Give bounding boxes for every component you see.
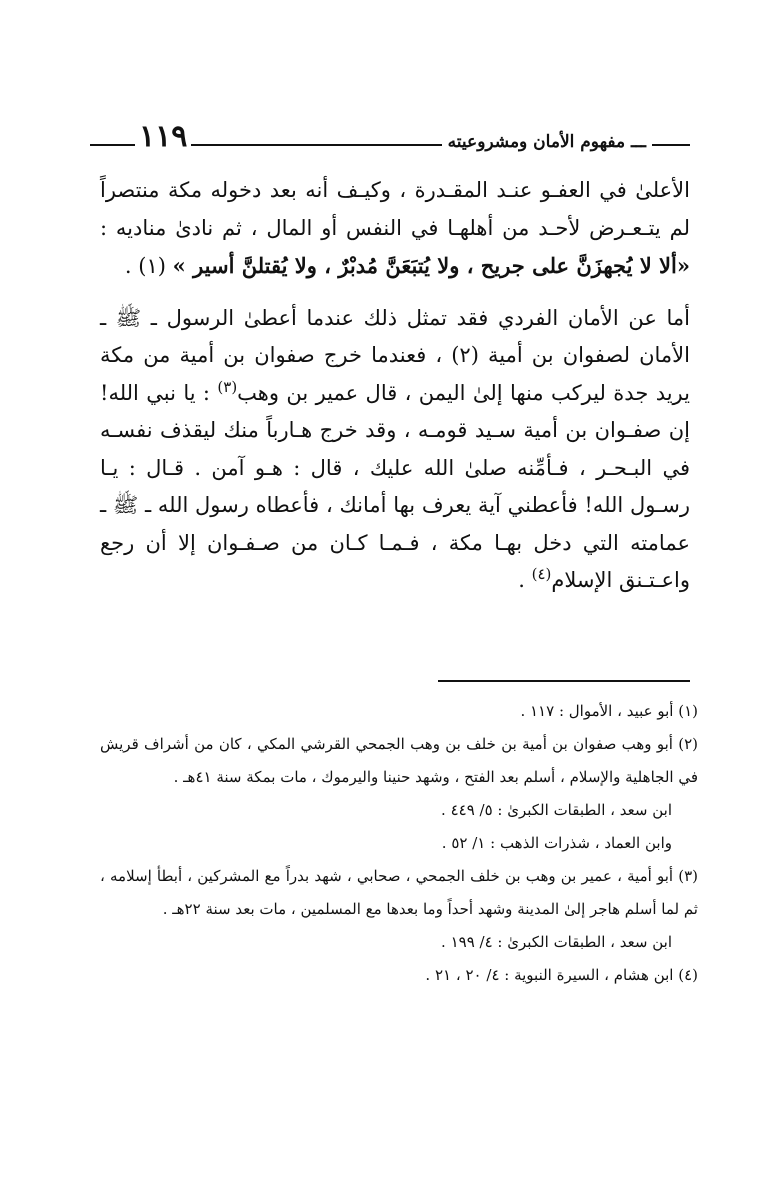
- p1-tail: .: [124, 254, 139, 278]
- footnote-3-source-1: ابن سعد ، الطبقات الكبرىٰ : ٤/ ١٩٩ .: [441, 933, 672, 951]
- footnote-ref-3: (٣): [217, 377, 238, 396]
- page-number: ١١٩: [139, 119, 188, 154]
- footnote-4: (٤) ابن هشام ، السيرة النبوية : ٤/ ٢٠ ، ٢١ .: [425, 966, 698, 984]
- paragraph-2: [100, 300, 690, 600]
- proclamation-quote: «ألا لا يُجهزَنَّ على جريح ، ولا يُتبَعَنَّ مُدبْرٌ ، ولا يُقتلنَّ أسير »: [172, 253, 690, 278]
- footnote-2-source-2: وابن العماد ، شذرات الذهب : ١/ ٥٢ .: [441, 834, 672, 852]
- header-rule-left: [90, 144, 135, 146]
- p2-tail: .: [518, 568, 532, 592]
- footnote-2-source-1: ابن سعد ، الطبقات الكبرىٰ : ٥/ ٤٤٩ .: [441, 801, 672, 819]
- footnote-separator: [438, 680, 690, 682]
- page-header: [90, 112, 690, 152]
- p1-line1: الأعلىٰ في العفـو عنـد المقـدرة ، وكيـف أنه بعد دخوله مكة منتصراً: [100, 178, 690, 202]
- paragraph-1: [100, 172, 690, 286]
- p2-sentence-1: أما عن الأمان الفردي فقد تمثل ذلك عندما أعطىٰ الرسول ـ ﷺ ـ الأمان لصفوان بن أمية: [100, 305, 690, 367]
- footnote-ref-1: (١): [138, 254, 166, 278]
- footnote-2: (٢) أبو وهب صفوان بن أمية بن خلف بن وهب الجمحي القرشي المكي ، كان من أشراف قريش في الجاهلية والإسلام ، أسلم بعد الفتح ، وشهد حنينا واليرموك ، مات بمكة سنة ٤١هـ .: [100, 735, 698, 786]
- footnote-ref-2: (٢): [451, 343, 488, 367]
- main-text: [100, 172, 690, 600]
- footnote-3: (٣) أبو أمية ، عمير بن وهب بن خلف الجمحي ، صحابي ، شهد بدراً مع المشركين ، أبطأ إسلامه ، ثم لما أسلم هاجر إلىٰ المدينة وشهد أحداً وما بعدها مع المسلمين ، مات بعد سنة ٢٢هـ .: [100, 867, 698, 918]
- footnote-ref-4: (٤): [531, 565, 552, 583]
- running-title: ـــ مفهوم الأمان ومشروعيته: [447, 132, 646, 152]
- p1-line2: لم يتـعـرض لأحـد من أهلهـا في النفس أو المال ، ثم نادىٰ مناديه :: [100, 215, 690, 240]
- footnote-1: (١) أبو عبيد ، الأموال : ١١٧ .: [520, 702, 698, 720]
- p2-sentence-2: ، فعندما خرج صفوان بن أمية من مكة يريد جدة ليركب منها إلىٰ اليمن ، قال عمير بن وهب: [100, 343, 690, 405]
- p2-sentence-3: : يا نبي الله! إن صفـوان بن أمية سـيد قومـه ، وقد خرج هـارباً منك ليقذف نفسـه في البـحـر ، فـأمِّنه صلىٰ الله عليك ، قال : هـو آمن . قـال : يـا رسـول الله! فأعطني آية يعرف بها أمانك ، فأعطاه رسول الله ـ ﷺ ـ عمامته التي دخل بهـا مكة ، فـمـا كـان من صـفـوان إلا أن رجع واعـتـنق الإسلام: [100, 380, 690, 592]
- header-rule-middle: [191, 144, 441, 146]
- footnotes: [100, 695, 698, 992]
- header-rule-right: [652, 144, 690, 146]
